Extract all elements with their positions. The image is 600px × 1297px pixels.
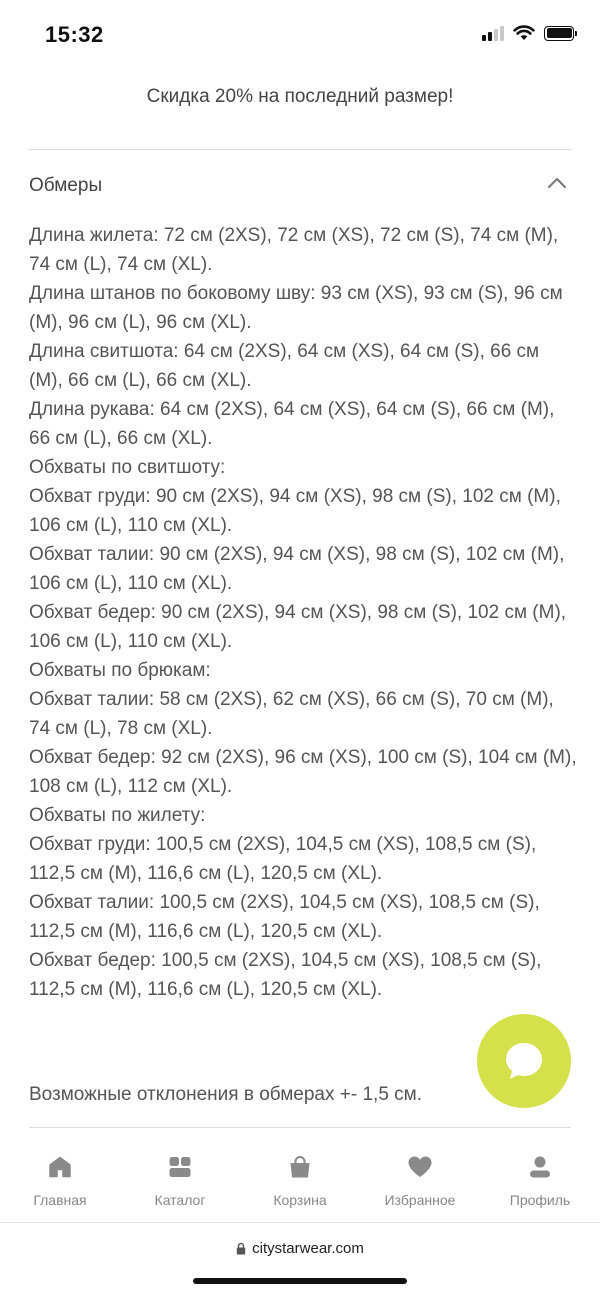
nav-item-profile[interactable] [480, 1137, 600, 1208]
measurement-line: Обхват бедер: 92 см (2XS), 96 см (XS), 100 см (S), 104 см (M), 108 см (L), 112 см (XL). [29, 747, 577, 797]
measurement-line: Обхват груди: 90 см (2XS), 94 см (XS), 98 см (S), 102 см (M), 106 см (L), 110 см (XL). [29, 486, 561, 536]
chevron-up-icon[interactable] [547, 176, 567, 190]
measurement-section-heading: Обхваты по жилету: [29, 805, 206, 826]
measurements-title: Обмеры [29, 175, 103, 196]
measurement-tolerance-note: Возможные отклонения в обмерах +- 1,5 см. [29, 1084, 423, 1105]
home-icon [48, 1155, 72, 1179]
signal-icon [482, 25, 504, 41]
status-bar [0, 0, 600, 72]
nav-item-catalog[interactable] [120, 1137, 240, 1208]
measurement-section-heading: Обхваты по брюкам: [29, 660, 211, 681]
status-time: 15:32 [45, 22, 104, 47]
nav-label: Корзина [273, 1192, 327, 1208]
home-indicator[interactable] [193, 1278, 407, 1284]
measurement-line: Обхват груди: 100,5 см (2XS), 104,5 см (XS), 108,5 см (S), 112,5 см (M), 116,6 см (L), 120,5 см (XL). [29, 834, 537, 884]
nav-label: Профиль [509, 1192, 571, 1208]
nav-item-home[interactable] [0, 1137, 120, 1208]
nav-label: Каталог [154, 1192, 206, 1208]
nav-item-favorites[interactable] [360, 1137, 480, 1208]
lock-icon [236, 1242, 246, 1255]
nav-item-cart[interactable] [240, 1137, 360, 1208]
nav-label: Главная [33, 1192, 87, 1208]
bottom-nav [0, 1137, 600, 1223]
measurement-line: Длина штанов по боковому шву: 93 см (XS), 93 см (S), 96 см (M), 96 см (L), 96 см (XL). [29, 283, 563, 333]
measurement-section-heading: Обхваты по свитшоту: [29, 457, 226, 478]
measurement-line: Длина жилета: 72 см (2XS), 72 см (XS), 72 см (S), 74 см (M), 74 см (L), 74 см (XL). [29, 225, 559, 275]
measurements-content [29, 221, 577, 1004]
measurement-line: Обхват бедер: 100,5 см (2XS), 104,5 см (XS), 108,5 см (S), 112,5 см (M), 116,6 см (L), 120,5 см (XL). [29, 950, 542, 1000]
measurement-line: Обхват талии: 100,5 см (2XS), 104,5 см (XS), 108,5 см (S), 112,5 см (M), 116,6 см (L), 120,5 см (XL). [29, 892, 540, 942]
status-icons [482, 25, 574, 41]
nav-label: Избранное [384, 1192, 456, 1208]
divider [29, 149, 571, 150]
promo-text: Скидка 20% на последний размер! [146, 86, 454, 107]
battery-icon [544, 26, 574, 41]
divider [0, 1222, 600, 1223]
measurements-accordion-header[interactable] [29, 172, 571, 202]
catalog-icon [168, 1155, 192, 1179]
chat-button[interactable] [477, 1014, 571, 1108]
url-text: citystarwear.com [252, 1240, 364, 1257]
cart-icon [288, 1155, 312, 1179]
wifi-icon [513, 25, 535, 41]
heart-icon [407, 1155, 433, 1179]
measurement-line: Обхват бедер: 90 см (2XS), 94 см (XS), 98 см (S), 102 см (M), 106 см (L), 110 см (XL). [29, 602, 567, 652]
browser-url-bar[interactable] [0, 1240, 600, 1257]
divider [29, 1127, 571, 1128]
measurement-line: Обхват талии: 58 см (2XS), 62 см (XS), 66 см (S), 70 см (M), 74 см (L), 78 см (XL). [29, 689, 554, 739]
measurement-line: Обхват талии: 90 см (2XS), 94 см (XS), 98 см (S), 102 см (M), 106 см (L), 110 см (XL). [29, 544, 565, 594]
measurement-line: Длина рукава: 64 см (2XS), 64 см (XS), 64 см (S), 66 см (M), 66 см (L), 66 см (XL). [29, 399, 555, 449]
profile-icon [528, 1155, 552, 1179]
measurement-line: Длина свитшота: 64 см (2XS), 64 см (XS), 64 см (S), 66 см (M), 66 см (L), 66 см (XL). [29, 341, 540, 391]
chat-bubble-icon [502, 1039, 546, 1083]
